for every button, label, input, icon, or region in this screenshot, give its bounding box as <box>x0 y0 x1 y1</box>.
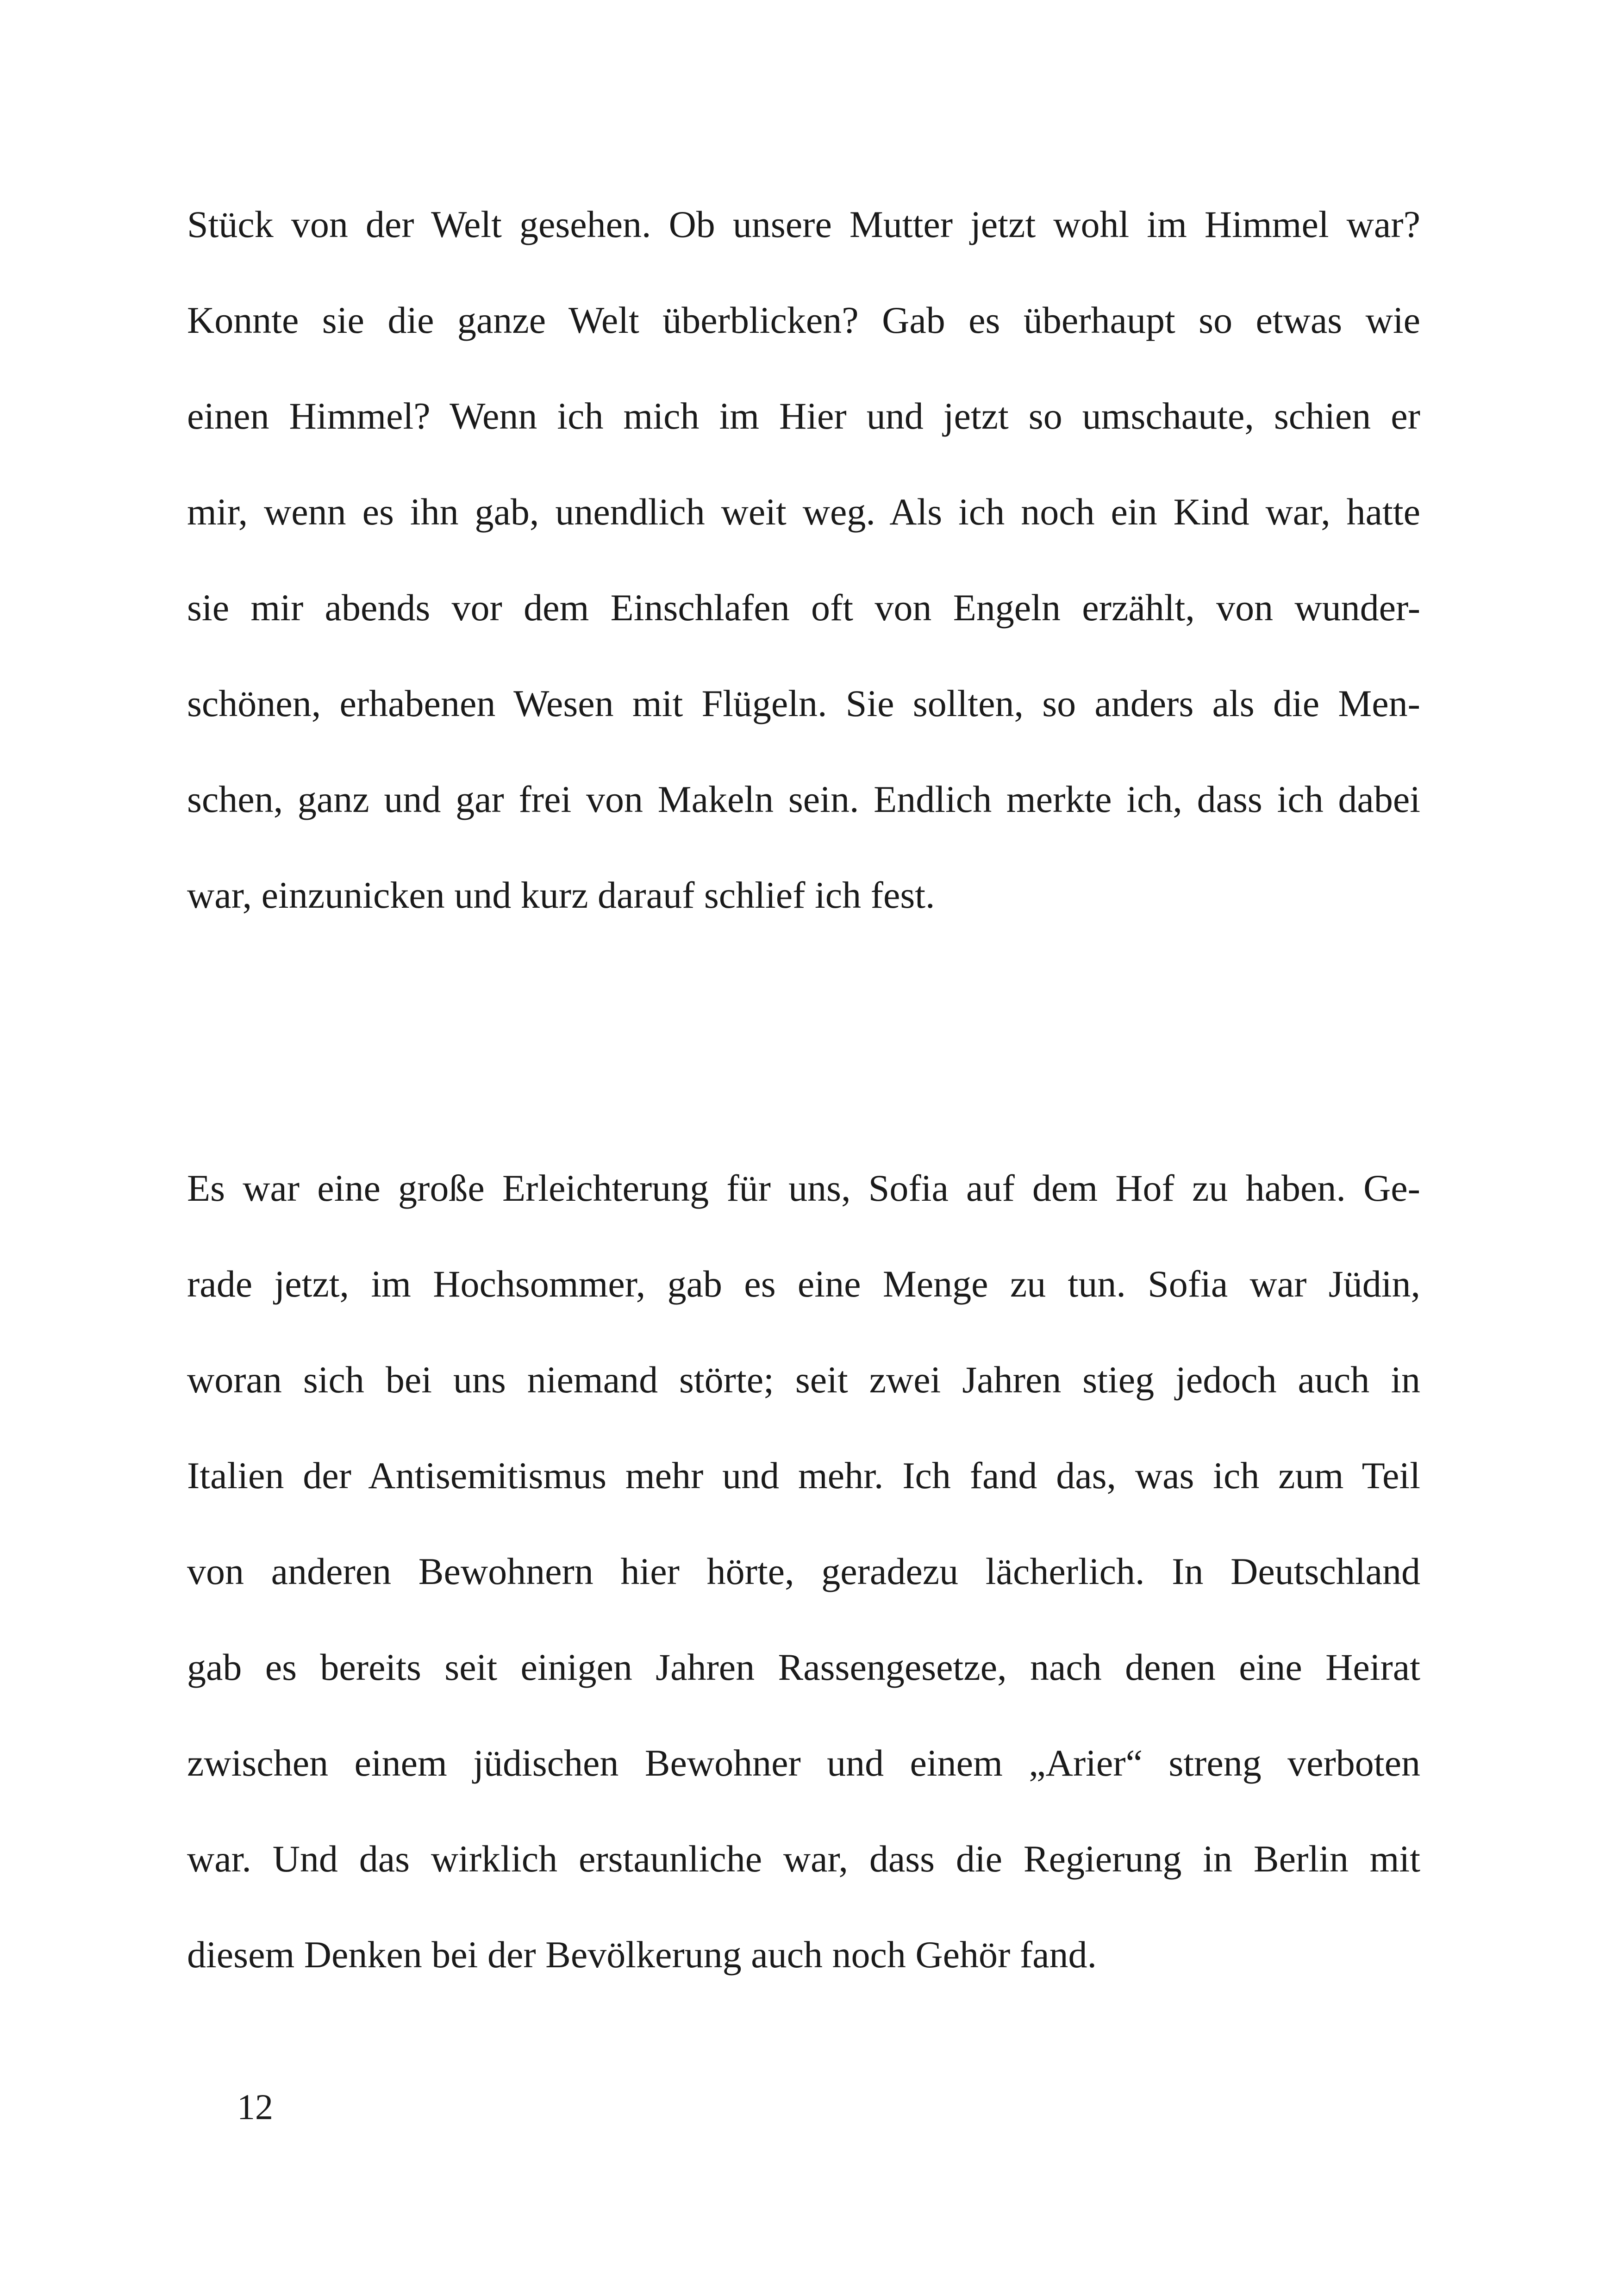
paragraph-line: woran sich bei uns niemand störte; seit zwei Jahren stieg jedoch auch in <box>187 1359 1420 1401</box>
paragraph-line: Es war eine große Erleichterung für uns, Sofia auf dem Hof zu haben. Ge- <box>187 1167 1420 1209</box>
paragraph-line: schönen, erhabenen Wesen mit Flügeln. Sie sollten, so anders als die Men- <box>187 682 1420 724</box>
paragraph-line: mir, wenn es ihn gab, unendlich weit weg. Als ich noch ein Kind war, hatte <box>187 491 1420 533</box>
paragraph-line: von anderen Bewohnern hier hörte, geradezu lächerlich. In Deutschland <box>187 1550 1420 1592</box>
paragraph-line: zwischen einem jüdischen Bewohner und einem „Arier“ streng verboten <box>187 1742 1420 1784</box>
paragraph-line: Konnte sie die ganze Welt überblicken? Gab es überhaupt so etwas wie <box>187 299 1420 341</box>
paragraph-line: war, einzunicken und kurz darauf schlief ich fest. <box>187 874 935 916</box>
page-number: 12 <box>237 2087 273 2127</box>
paragraph-line: schen, ganz und gar frei von Makeln sein. Endlich merkte ich, dass ich dabei <box>187 778 1420 820</box>
paragraph-line: Italien der Antisemitismus mehr und mehr. Ich fand das, was ich zum Teil <box>187 1454 1420 1497</box>
paragraph-line: gab es bereits seit einigen Jahren Rassengesetze, nach denen eine Heirat <box>187 1646 1420 1688</box>
paragraph-line: einen Himmel? Wenn ich mich im Hier und jetzt so umschaute, schien er <box>187 395 1420 437</box>
paragraph-line: rade jetzt, im Hochsommer, gab es eine Menge zu tun. Sofia war Jüdin, <box>187 1263 1420 1305</box>
paragraph-line: war. Und das wirklich erstaunliche war, dass die Regierung in Berlin mit <box>187 1838 1420 1880</box>
paragraph-line: Stück von der Welt gesehen. Ob unsere Mutter jetzt wohl im Himmel war? <box>187 203 1420 245</box>
paragraph-line: diesem Denken bei der Bevölkerung auch noch Gehör fand. <box>187 1933 1097 1976</box>
paragraph-line: sie mir abends vor dem Einschlafen oft von Engeln erzählt, von wunder- <box>187 586 1420 629</box>
